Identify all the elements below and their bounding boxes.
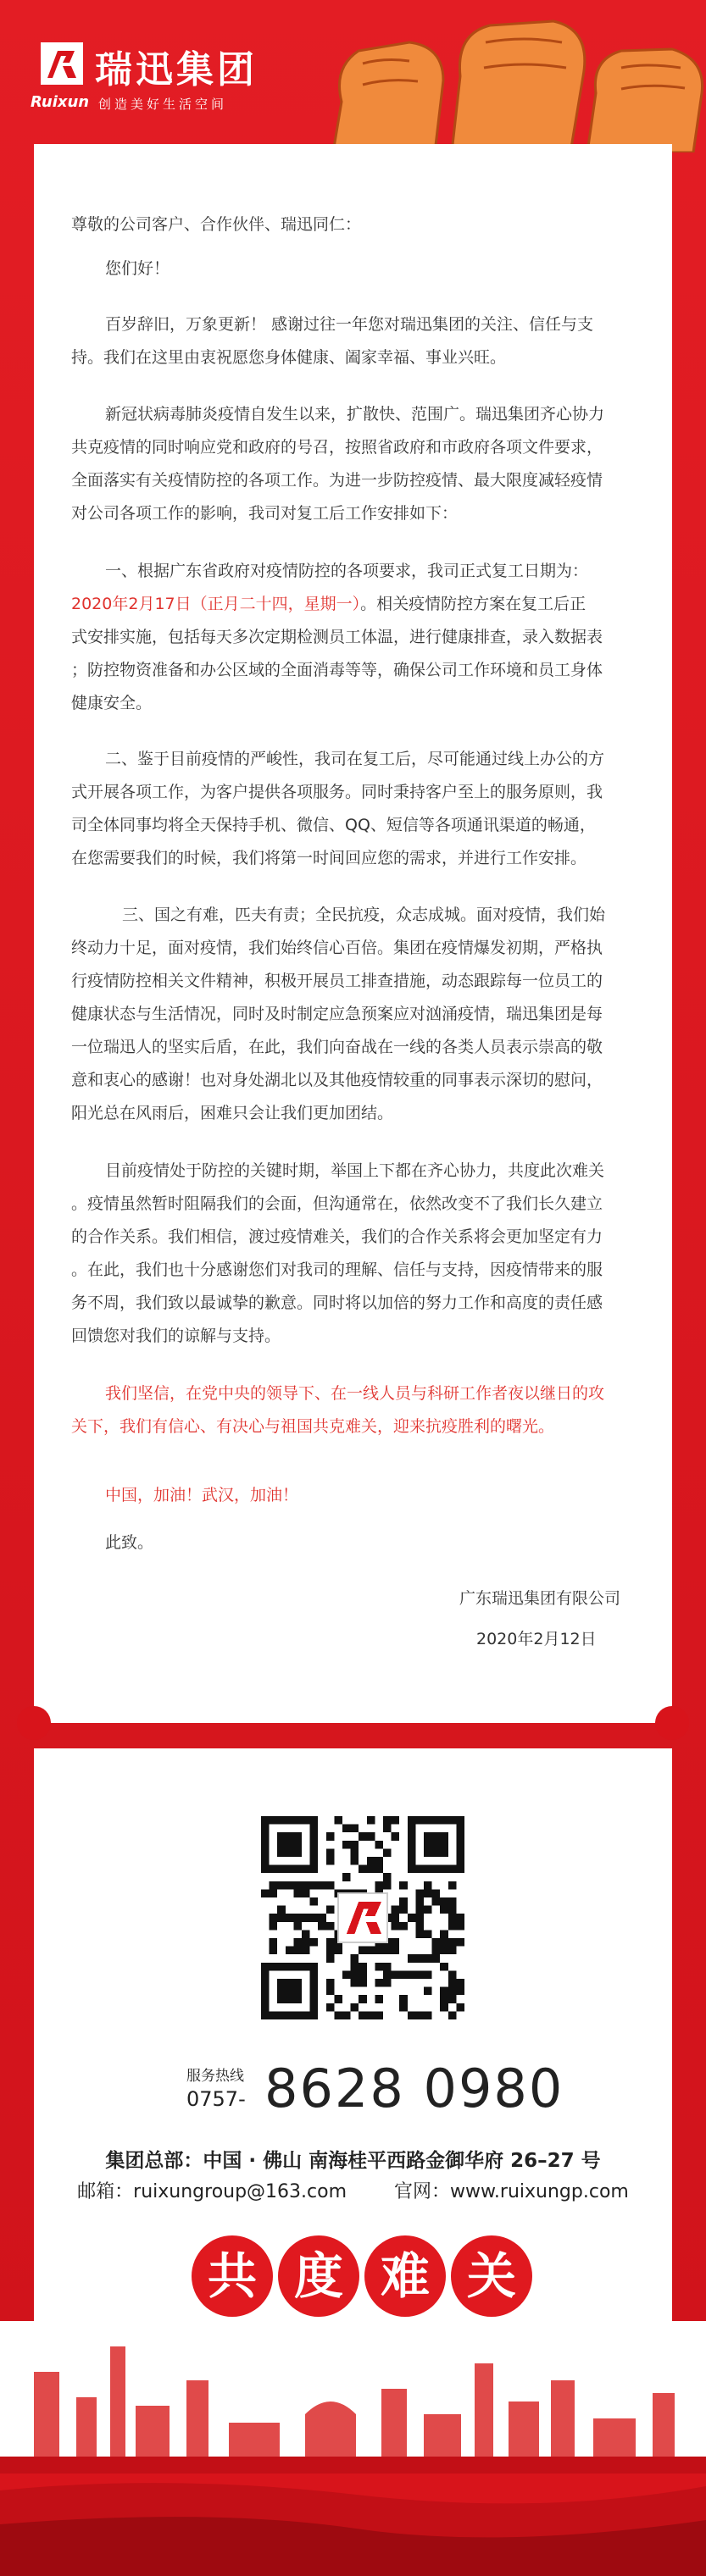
letter-line: 我们坚信，在党中央的领导下、在一线人员与科研工作者夜以继日的攻	[105, 1384, 605, 1403]
letter-line: 共克疫情的同时响应党和政府的号召，按照省政府和市政府各项文件要求，	[71, 438, 603, 457]
letter-line: 式安排实施，包括每天多次定期检测员工体温，进行健康排查，录入数据表	[71, 628, 603, 646]
hotline-area-code: 0757-	[186, 2087, 246, 2111]
letter-line: 务不周，我们致以最诚挚的歉意。同时将以加倍的努力工作和高度的责任感	[71, 1294, 603, 1312]
letter-line: 阳光总在风雨后，困难只会让我们更加团结。	[71, 1104, 394, 1122]
seal-4: 关	[451, 2235, 532, 2317]
seal-3: 难	[364, 2235, 446, 2317]
letter-line: 一、根据广东省政府对疫情防控的各项要求，我司正式复工日期为：	[105, 562, 589, 580]
letter-line: 三、国之有难，匹夫有责；全民抗疫，众志成城。面对疫情，我们始	[122, 906, 606, 924]
letter-line: 一位瑞迅人的坚实后盾，在此，我们向奋战在一线的各类人员表示崇高的敬	[71, 1038, 603, 1056]
letter-line: 回馈您对我们的谅解与支持。	[71, 1327, 281, 1345]
contact-section	[34, 1748, 672, 2358]
letter-line: 目前疫情处于防控的关键时期，举国上下都在齐心协力，共度此次难关	[105, 1161, 605, 1180]
contact-info[interactable]: 邮箱：ruixungroup@163.com 官网：www.ruixungp.com	[77, 2181, 629, 2202]
letter-line: 对公司各项工作的影响，我司对复工后工作安排如下：	[71, 504, 459, 523]
letter-line: 尊敬的公司客户、合作伙伴、瑞迅同仁：	[71, 215, 362, 234]
seal-1: 共	[192, 2235, 273, 2317]
letter-line: 新冠状病毒肺炎疫情自发生以来，扩散快、范围广。瑞迅集团齐心协力	[105, 405, 605, 424]
brand-name-en: Ruixun	[31, 93, 90, 111]
letter-line: 广东瑞迅集团有限公司	[459, 1589, 621, 1608]
letter-line: 。疫情虽然暂时阻隔我们的会面，但沟通常在，依然改变不了我们长久建立	[71, 1194, 603, 1213]
line-rest: 。相关疫情防控方案在复工后正	[360, 595, 586, 613]
letter-line: 健康安全。	[71, 694, 153, 712]
city-skyline-icon	[0, 2321, 706, 2576]
slogan: 创造美好生活空间	[98, 97, 228, 112]
letter-line: 的合作关系。我们相信，渡过疫情难关，我们的合作关系将会更加坚定有力	[71, 1227, 603, 1246]
hotline-number[interactable]: 8628 0980	[264, 2058, 564, 2119]
letter-line: 此致。	[105, 1533, 154, 1552]
letter-line: 式开展各项工作，为客户提供各项服务。同时秉持客户至上的服务原则，我	[71, 783, 603, 801]
hotline-label: 服务热线	[186, 2068, 244, 2085]
letter-line: 行疫情防控相关文件精神，积极开展员工排查措施，动态跟踪每一位员工的	[71, 972, 603, 990]
letter-line: 司全体同事均将全天保持手机、微信、QQ、短信等各项通讯渠道的畅通，	[71, 816, 596, 834]
letter-line: 。在此，我们也十分感谢您们对我司的理解、信任与支持，因疫情带来的服	[71, 1260, 603, 1279]
letter-line	[71, 588, 586, 621]
letter-line: ；防控物资准备和办公区域的全面消毒等等，确保公司工作环境和员工身体	[71, 661, 603, 679]
highlighted-date: 2020年2月17日（正月二十四，星期一）	[71, 595, 361, 613]
seal-2: 度	[278, 2235, 359, 2317]
letter-line: 关下，我们有信心、有决心与祖国共克难关，迎来抗疫胜利的曙光。	[71, 1417, 555, 1436]
header	[0, 0, 706, 136]
qr-code-icon[interactable]	[261, 1816, 464, 2019]
letter-paper	[34, 144, 672, 1723]
letter-line: 中国，加油！武汉，加油！	[105, 1486, 299, 1504]
letter-line: 您们好！	[105, 259, 170, 278]
address: 集团总部：中国 · 佛山 南海桂平西路金御华府 26–27 号	[105, 2150, 601, 2172]
letter-line: 二、鉴于目前疫情的严峻性，我司在复工后，尽可能通过线上办公的方	[105, 750, 605, 768]
letter-line: 终动力十足，面对疫情，我们始终信心百倍。集团在疫情爆发初期，严格执	[71, 939, 603, 957]
fist-icon	[282, 0, 706, 152]
slogan-seals	[192, 2235, 531, 2317]
paper-corner-left	[17, 1706, 51, 1740]
brand-name: 瑞迅集团	[95, 48, 258, 91]
ruixun-logo-icon	[41, 42, 83, 85]
letter-line: 全面落实有关疫情防控的各项工作。为进一步防控疫情、最大限度减轻疫情	[71, 471, 603, 490]
letter-line: 百岁辞旧，万象更新！ 感谢过往一年您对瑞迅集团的关注、信任与支	[105, 315, 594, 334]
letter-line: 2020年2月12日	[476, 1630, 597, 1648]
letter-line: 意和衷心的感谢！也对身处湖北以及其他疫情较重的同事表示深切的慰问，	[71, 1071, 603, 1089]
paper-corner-right	[655, 1706, 689, 1740]
letter-line: 持。我们在这里由衷祝愿您身体健康、阖家幸福、事业兴旺。	[71, 348, 507, 367]
letter-line: 在您需要我们的时候，我们将第一时间回应您的需求，并进行工作安排。	[71, 849, 587, 867]
letter-line: 健康状态与生活情况，同时及时制定应急预案应对汹涌疫情，瑞迅集团是每	[71, 1005, 603, 1023]
